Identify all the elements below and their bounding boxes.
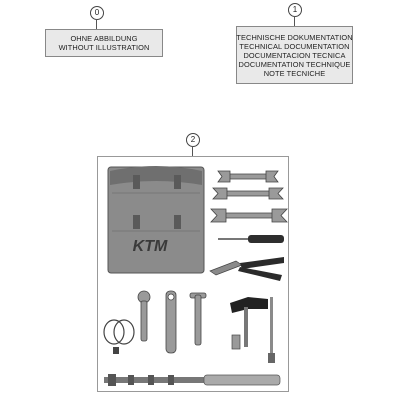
leader-line-1: [294, 16, 295, 26]
callout-number: 0: [94, 8, 100, 17]
item-1-line-4: DOCUMENTATION TECHNIQUE: [238, 59, 351, 69]
callout-number: 1: [292, 5, 298, 14]
item-1-line-3: DOCUMENTACION TECNICA: [243, 50, 346, 60]
leader-line-0: [96, 19, 97, 29]
ktm-logo: KTM: [132, 238, 168, 255]
tool-kit-frame: [97, 156, 289, 392]
item-0-label-box: [45, 29, 163, 57]
callout-2: [186, 133, 200, 147]
leader-line-2: [192, 146, 193, 156]
extension-bar-icon: [268, 297, 275, 363]
item-1-label-box: [236, 26, 353, 84]
tire-lever-icon: [104, 374, 280, 386]
tool-kit-illustration: [98, 157, 288, 391]
item-1-line-5: NOTE TECNICHE: [263, 68, 326, 78]
callout-1: [288, 3, 302, 17]
tool-bag-icon: [108, 166, 204, 273]
spark-plug-wrench-icon: [138, 291, 206, 353]
callout-0: [90, 6, 104, 20]
item-1-line-1: TECHNISCHE DOKUMENTATION: [236, 32, 353, 42]
callout-number: 2: [190, 135, 196, 144]
item-0-line-1: OHNE ABBILDUNG: [70, 34, 138, 43]
socket-icon: [232, 335, 240, 349]
cable-lock-icon: [104, 320, 134, 354]
item-1-line-2: TECHNICAL DOCUMENTATION: [239, 41, 350, 51]
screwdriver-icon: [218, 235, 284, 243]
pliers-icon: [210, 257, 284, 281]
item-0-line-2: WITHOUT ILLUSTRATION: [58, 43, 150, 52]
open-end-wrench-icon: [211, 171, 287, 222]
